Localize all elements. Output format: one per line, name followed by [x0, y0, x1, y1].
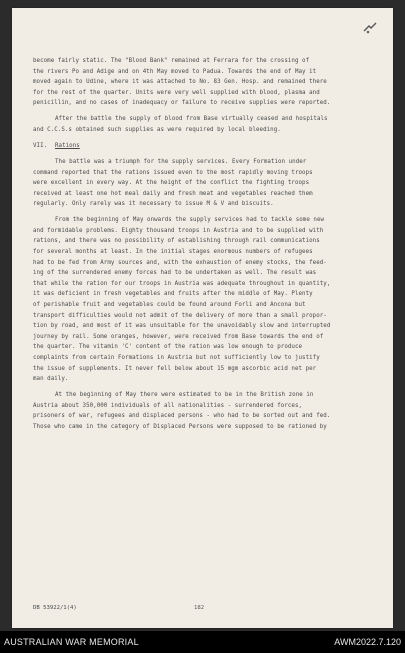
text-line: journey by rail. Some oranges, however, were received from Base towards the end of — [33, 333, 324, 340]
text-line: the rivers Po and Adige and on 4th May moved to Padua. Towards the end of May it — [33, 68, 317, 75]
page-number: 182 — [194, 605, 205, 611]
text-line: Austria about 350,000 individuals of all nationalities - surrendered forces, — [33, 402, 303, 409]
text-line: the issue of supplements. It never fell below about 15 mgm ascorbic acid net per — [33, 365, 317, 372]
archive-footer-bar — [0, 631, 405, 653]
archive-name: AUSTRALIAN WAR MEMORIAL — [4, 637, 139, 647]
text-line: Those who came in the category of Displaced Persons were supposed to be rationed by — [33, 423, 327, 430]
text-line: had to be fed from Army sources and, with the exhaustion of enemy stocks, the feed- — [33, 259, 327, 266]
text-line: complaints from certain Formations in Austria but not sufficiently low to justify — [33, 355, 320, 361]
text-line: received at least one hot meal daily and fresh meat and vegetables reached them — [33, 190, 313, 197]
document-reference: DB 53922/1(4) — [33, 605, 77, 611]
text-line: After the battle the supply of blood from Base virtually ceased and hospitals — [55, 116, 328, 123]
text-line: command reported that the rations issued even to the most rapidly moving troops — [33, 169, 313, 176]
archive-accession-number: AWM2022.7.120 — [334, 637, 401, 647]
text-line: for several months at least. In the initial stages enormous numbers of refugees — [33, 249, 313, 256]
text-line: The battle was a triumph for the supply services. Every Formation under — [55, 158, 307, 165]
text-line: man daily. — [33, 376, 69, 383]
staple-mark-icon — [362, 22, 378, 36]
document-page — [12, 8, 393, 628]
text-line: ing of the surrendered enemy forces had to be undertaken as well. The result was — [33, 270, 317, 277]
text-line: regularly. Only rarely was it necessary to issue M & V and biscuits. — [33, 201, 274, 208]
text-line: From the beginning of May onwards the supply services had to tackle some new — [55, 217, 325, 224]
document-body — [33, 56, 380, 433]
text-line: prisoners of war, refugees and displaced persons - who had to be sorted out and fed. — [33, 413, 331, 420]
text-line: rations, and there was no possibility of establishing through rail communications — [33, 238, 320, 245]
text-line: At the beginning of May there were estimated to be in the British zone in — [55, 392, 314, 399]
text-line: and C.C.S.s obtained such supplies as were required by local bleeding. — [33, 126, 281, 133]
text-line: the quarter. The vitamin 'C' content of the ration was low enough to produce — [33, 344, 303, 351]
section-number: VII. — [33, 142, 48, 149]
text-line: transport difficulties would not admit of the delivery of more than a small propor- — [33, 312, 327, 319]
text-line: become fairly static. The "Blood Bank" remained at Ferrara for the crossing of — [33, 58, 310, 64]
text-line: tion by road, and most of it was unsuitable for the unavoidably slow and interrupted — [33, 323, 331, 330]
text-line: and formidable problems. Eighty thousand troops in Austria and to be supplied with — [33, 227, 324, 234]
text-line: of perishable fruit and vegetables could be found around Forli and Ancona but — [33, 302, 306, 309]
text-line: that while the ration for our troops in Austria was adequate throughout in quantity, — [33, 280, 331, 287]
text-line: penicillin, and no cases of inadequacy or failure to receive supplies were reported. — [33, 100, 331, 107]
text-line: for the rest of the quarter. Units were very well supplied with blood, plasma and — [33, 89, 320, 96]
text-line: it was deficient in fresh vegetables and fruits after the middle of May. Plenty — [33, 291, 313, 298]
section-title: Rations — [55, 142, 80, 149]
text-line: were excellent in every way. At the height of the conflict the fighting troops — [33, 180, 310, 187]
text-line: moved again to Udine, where it was attached to No. 83 Gen. Hosp. and remained there — [33, 79, 327, 86]
section-heading — [33, 141, 380, 152]
